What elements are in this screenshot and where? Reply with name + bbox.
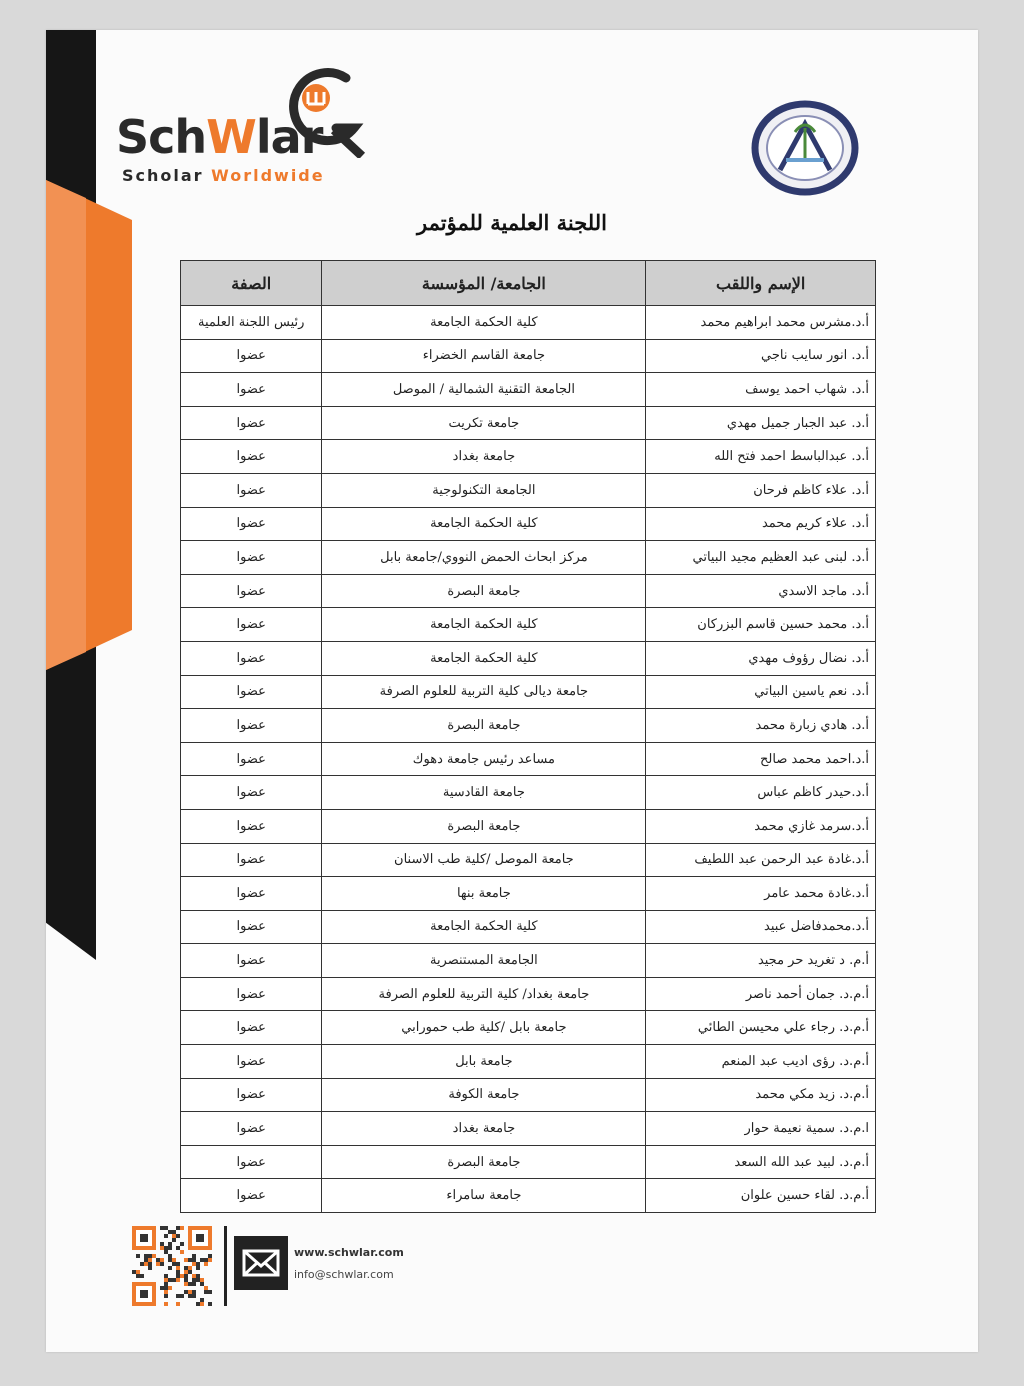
cell-institution: جامعة بغداد	[322, 440, 646, 474]
cell-name: أ.م.د. لقاء حسين علوان	[646, 1179, 876, 1213]
cell-role: عضوا	[181, 1045, 322, 1079]
cell-role: عضوا	[181, 1145, 322, 1179]
table-body	[181, 306, 876, 1213]
table-header-row	[181, 261, 876, 306]
cell-institution: جامعة تكريت	[322, 406, 646, 440]
cell-institution: جامعة ديالى كلية التربية للعلوم الصرفة	[322, 675, 646, 709]
cell-institution: جامعة الموصل /كلية طب الاسنان	[322, 843, 646, 877]
cell-role: عضوا	[181, 373, 322, 407]
cell-institution: مساعد رئيس جامعة دهوك	[322, 742, 646, 776]
cell-institution: جامعة البصرة	[322, 709, 646, 743]
cell-role: عضوا	[181, 776, 322, 810]
cell-institution: كلية الحكمة الجامعة	[322, 608, 646, 642]
table-row	[181, 641, 876, 675]
cell-role: عضوا	[181, 809, 322, 843]
table-row	[181, 473, 876, 507]
cell-name: أ.د.سرمد غازي محمد	[646, 809, 876, 843]
table-row	[181, 742, 876, 776]
table-row	[181, 1145, 876, 1179]
table-row	[181, 709, 876, 743]
cell-name: أ.م.د. زيد مكي محمد	[646, 1078, 876, 1112]
table-row	[181, 843, 876, 877]
cell-institution: جامعة سامراء	[322, 1179, 646, 1213]
cell-name: أ.م.د. رجاء علي محيسن الطائي	[646, 1011, 876, 1045]
cell-institution: جامعة القاسم الخضراء	[322, 339, 646, 373]
cell-institution: جامعة بابل	[322, 1045, 646, 1079]
cell-role: عضوا	[181, 742, 322, 776]
cell-name: أ.د. ماجد الاسدي	[646, 574, 876, 608]
cell-institution: جامعة بغداد	[322, 1112, 646, 1146]
cell-name: أ.د.مشرس محمد ابراهيم محمد	[646, 306, 876, 340]
qr-code-icon	[132, 1226, 212, 1306]
table-row	[181, 877, 876, 911]
cell-role: عضوا	[181, 1078, 322, 1112]
cell-institution: جامعة البصرة	[322, 809, 646, 843]
cell-institution: الجامعة المستنصرية	[322, 944, 646, 978]
cell-institution: جامعة القادسية	[322, 776, 646, 810]
cell-name: أ.د. محمد حسين قاسم البزركان	[646, 608, 876, 642]
table-row	[181, 910, 876, 944]
cell-role: عضوا	[181, 709, 322, 743]
cell-name: ا.م.د. سمية نعيمة حوار	[646, 1112, 876, 1146]
cell-role: عضوا	[181, 910, 322, 944]
cell-name: أ.م.د. رؤى اديب عبد المنعم	[646, 1045, 876, 1079]
table-row	[181, 1078, 876, 1112]
university-seal-icon	[750, 98, 860, 198]
table-row	[181, 440, 876, 474]
table-row	[181, 574, 876, 608]
table-row	[181, 675, 876, 709]
cell-name: أ.د. هادي زبارة محمد	[646, 709, 876, 743]
cell-name: أ.م.د. لبيد عبد الله السعد	[646, 1145, 876, 1179]
cell-name: أ.د. علاء كاظم فرحان	[646, 473, 876, 507]
table-row	[181, 339, 876, 373]
cell-role: عضوا	[181, 1011, 322, 1045]
document-page	[46, 30, 978, 1352]
cell-role: عضوا	[181, 339, 322, 373]
header-institution: الجامعة/ المؤسسة	[322, 261, 646, 306]
cell-name: أ.د. نضال رؤوف مهدي	[646, 641, 876, 675]
cell-role: عضوا	[181, 977, 322, 1011]
cell-institution: الجامعة التقنية الشمالية / الموصل	[322, 373, 646, 407]
cell-name: أ.م. د تغريد حر مجيد	[646, 944, 876, 978]
cell-name: أ.د. انور سايب ناجي	[646, 339, 876, 373]
cell-institution: جامعة البصرة	[322, 574, 646, 608]
footer-divider	[224, 1226, 227, 1306]
cell-name: أ.د.احمد محمد صالح	[646, 742, 876, 776]
cell-name: أ.د. شهاب احمد يوسف	[646, 373, 876, 407]
cell-role: عضوا	[181, 944, 322, 978]
cell-role: عضوا	[181, 541, 322, 575]
cell-name: أ.د. عبد الجبار جميل مهدي	[646, 406, 876, 440]
cell-name: أ.د. علاء كريم محمد	[646, 507, 876, 541]
table-row	[181, 977, 876, 1011]
cell-institution: الجامعة التكنولوجية	[322, 473, 646, 507]
table-row	[181, 541, 876, 575]
cell-institution: كلية الحكمة الجامعة	[322, 306, 646, 340]
cell-name: أ.د.حيدر كاظم عباس	[646, 776, 876, 810]
cell-name: أ.د. نعم ياسين البياتي	[646, 675, 876, 709]
cell-institution: مركز ابحاث الحمض النووي/جامعة بابل	[322, 541, 646, 575]
cell-name: أ.د.محمدفاضل عبيد	[646, 910, 876, 944]
logo-tagline: Scholar Worldwide	[122, 166, 325, 185]
cell-name: أ.د. لبنى عبد العظيم مجيد البياتي	[646, 541, 876, 575]
cell-role: عضوا	[181, 877, 322, 911]
mail-icon-box	[234, 1236, 288, 1290]
cell-role: عضوا	[181, 641, 322, 675]
header-name: الإسم واللقب	[646, 261, 876, 306]
table-row	[181, 944, 876, 978]
table-row	[181, 1045, 876, 1079]
cell-institution: كلية الحكمة الجامعة	[322, 910, 646, 944]
cell-role: عضوا	[181, 1179, 322, 1213]
header-role: الصفة	[181, 261, 322, 306]
contact-info	[294, 1246, 404, 1281]
cell-role: عضوا	[181, 507, 322, 541]
cell-role: عضوا	[181, 574, 322, 608]
document-title: اللجنة العلمية للمؤتمر	[417, 210, 607, 235]
table-row	[181, 306, 876, 340]
cell-role: عضوا	[181, 406, 322, 440]
cell-institution: جامعة بغداد/ كلية التربية للعلوم الصرفة	[322, 977, 646, 1011]
table-row	[181, 1011, 876, 1045]
cell-institution: جامعة بنها	[322, 877, 646, 911]
table-row	[181, 507, 876, 541]
committee-table	[180, 260, 876, 1213]
table-row	[181, 608, 876, 642]
cell-role: رئيس اللجنة العلمية	[181, 306, 322, 340]
website-link[interactable]: www.schwlar.com	[294, 1246, 404, 1259]
cell-role: عضوا	[181, 440, 322, 474]
table-row	[181, 373, 876, 407]
table-row	[181, 406, 876, 440]
table-row	[181, 1179, 876, 1213]
logo-wordmark: SchWlar	[116, 110, 323, 164]
cell-role: عضوا	[181, 675, 322, 709]
cell-role: عضوا	[181, 608, 322, 642]
cell-institution: جامعة الكوفة	[322, 1078, 646, 1112]
email-link[interactable]: info@schwlar.com	[294, 1268, 394, 1281]
cell-institution: كلية الحكمة الجامعة	[322, 507, 646, 541]
cell-institution: جامعة بابل /كلية طب حمورابي	[322, 1011, 646, 1045]
cell-name: أ.د.غادة عبد الرحمن عبد اللطيف	[646, 843, 876, 877]
schwlar-logo	[116, 58, 366, 188]
decorative-orange-light-bar	[46, 180, 86, 670]
cell-institution: جامعة البصرة	[322, 1145, 646, 1179]
cell-role: عضوا	[181, 843, 322, 877]
table-row	[181, 809, 876, 843]
cell-name: أ.م.د. جمان أحمد ناصر	[646, 977, 876, 1011]
cell-role: عضوا	[181, 473, 322, 507]
table-row	[181, 776, 876, 810]
cell-name: أ.د. عبدالباسط احمد فتح الله	[646, 440, 876, 474]
cell-institution: كلية الحكمة الجامعة	[322, 641, 646, 675]
table-row	[181, 1112, 876, 1146]
cell-name: أ.د.غادة محمد عامر	[646, 877, 876, 911]
envelope-icon	[234, 1236, 288, 1290]
cell-role: عضوا	[181, 1112, 322, 1146]
